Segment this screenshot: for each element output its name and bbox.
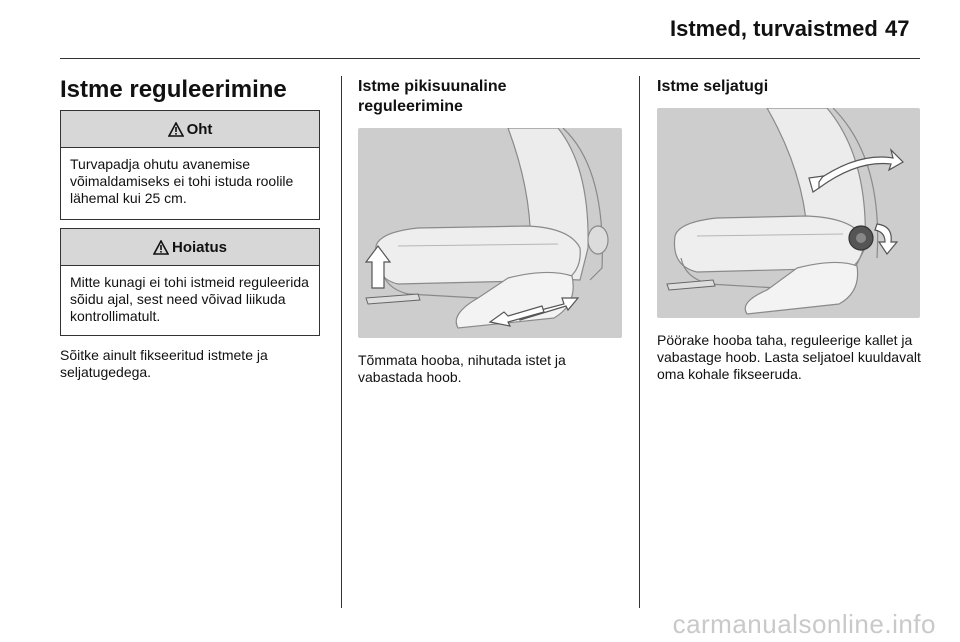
section-title-line: Istme pikisuunaline xyxy=(358,78,507,95)
body-paragraph: Pöörake hooba taha, reguleerige kallet ja vabastage hoob. Lasta seljatoel kuuldavalt oma kohale fikseeruda. xyxy=(657,332,921,382)
column-divider xyxy=(341,76,342,608)
seat-slide-drawing xyxy=(358,128,622,338)
notice-text: Mitte kunagi ei tohi istmeid reguleerida sõidu ajal, sest need võivad liikuda kontrollimatult. xyxy=(70,274,309,324)
column-divider xyxy=(639,76,640,608)
notice-label: Hoiatus xyxy=(171,238,227,256)
warning-notice xyxy=(60,228,320,336)
notice-header xyxy=(61,229,319,266)
notice-text: Turvapadja ohutu avanemise võimaldamiseks ei tohi istuda roolile lähemal kui 25 cm. xyxy=(70,156,294,206)
backrest-adjust-illustration xyxy=(657,108,920,318)
notice-header xyxy=(61,111,319,148)
notice-label: Oht xyxy=(186,120,213,138)
body-paragraph: Tõmmata hooba, nihutada istet ja vabastada hoob. xyxy=(358,352,566,385)
watermark: carmanualsonline.info xyxy=(672,609,936,639)
warning-triangle-icon xyxy=(168,122,184,137)
section-title xyxy=(358,77,628,117)
body-paragraph: Sõitke ainult fikseeritud istmete ja seljatugedega. xyxy=(60,347,268,380)
page-number: 47 xyxy=(885,16,910,41)
running-header-title: Istmed, turvaistmed xyxy=(670,16,878,41)
section-title-line: reguleerimine xyxy=(358,98,463,115)
section-title: Istme seljatugi xyxy=(657,78,769,95)
section-title: Istme reguleerimine xyxy=(60,76,287,103)
header-rule xyxy=(60,58,920,59)
seat-slide-illustration xyxy=(358,128,622,338)
warning-triangle-icon xyxy=(153,240,169,255)
danger-notice xyxy=(60,110,320,220)
backrest-drawing xyxy=(657,108,920,318)
